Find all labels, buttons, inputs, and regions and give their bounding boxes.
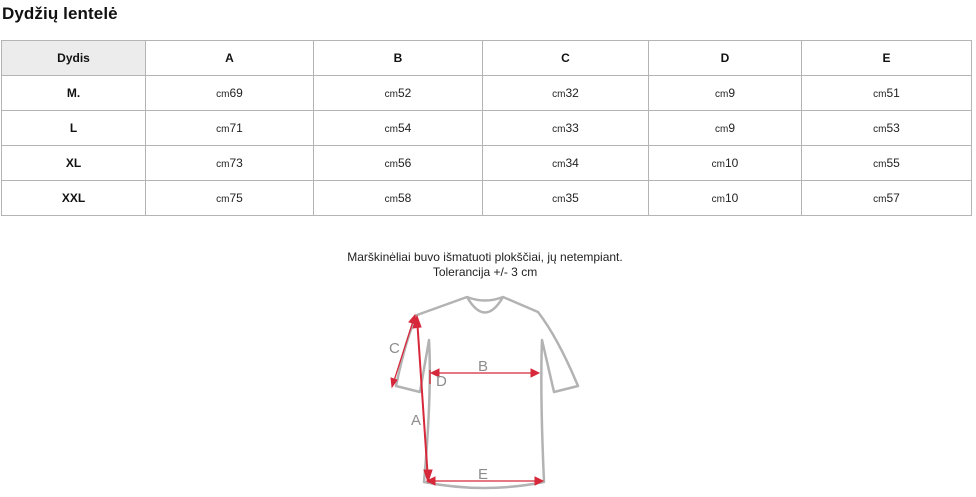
header-cell-e: E (802, 41, 972, 76)
measurement-value: 55 (886, 156, 900, 170)
measurement-cell (802, 146, 972, 181)
unit-label: cm (714, 89, 729, 100)
measurement-value: 58 (397, 191, 412, 205)
measurement-cell (649, 181, 802, 216)
unit-label: cm (384, 124, 398, 135)
size-chart-table (1, 40, 972, 216)
measurement-cell (146, 111, 314, 146)
measurement-cell (802, 111, 972, 146)
measurement-labels (389, 340, 488, 483)
measurement-value: 52 (397, 86, 412, 100)
measurement-value: 56 (397, 156, 412, 170)
unit-label: cm (714, 124, 729, 135)
measurement-cell (483, 76, 649, 111)
measurement-value: 10 (724, 191, 739, 205)
measurement-value: 9 (728, 86, 736, 100)
size-label-cell: M. (2, 76, 146, 111)
measurement-value: 10 (724, 156, 739, 170)
unit-label: cm (552, 124, 566, 135)
measurement-cell (146, 146, 314, 181)
measurement-cell (146, 76, 314, 111)
arrow-b-head-right (531, 369, 539, 377)
unit-label: cm (873, 124, 887, 135)
note-line-tolerance: Tolerancija +/- 3 cm (432, 265, 538, 279)
measurement-value: 73 (229, 156, 243, 170)
label-b: B (478, 358, 489, 375)
table-row (2, 111, 972, 146)
header-cell-size: Dydis (2, 41, 146, 76)
label-e: E (478, 466, 489, 483)
measurement-cell (649, 76, 802, 111)
measurement-cell (649, 111, 802, 146)
unit-label: cm (216, 89, 230, 100)
label-a: A (411, 412, 422, 429)
measurement-value: 75 (229, 191, 243, 205)
unit-label: cm (552, 194, 566, 205)
measurement-arrows (391, 315, 543, 485)
label-d: D (436, 373, 447, 390)
note-line-flat: Marškinėliai buvo išmatuoti plokščiai, jų netempiant. (347, 250, 623, 264)
measurement-cell (314, 146, 483, 181)
measurement-value: 69 (229, 86, 243, 100)
unit-label: cm (873, 89, 887, 100)
unit-label: cm (873, 194, 887, 205)
unit-label: cm (711, 194, 725, 205)
unit-label: cm (216, 159, 230, 170)
header-cell-a: A (146, 41, 314, 76)
table-row (2, 76, 972, 111)
measurement-cell (483, 146, 649, 181)
tshirt-outline (396, 297, 578, 488)
arrow-a (417, 318, 428, 480)
arrow-c-head-top (409, 315, 416, 324)
measurement-note (0, 250, 970, 280)
measurement-cell (802, 76, 972, 111)
unit-label: cm (552, 159, 566, 170)
measurement-value: 33 (565, 121, 579, 135)
tshirt-measurement-diagram (370, 282, 590, 494)
table-row (2, 181, 972, 216)
unit-label: cm (384, 194, 398, 205)
measurement-cell (314, 181, 483, 216)
table-row (2, 146, 972, 181)
measurement-value: 53 (886, 121, 900, 135)
measurement-value: 57 (886, 191, 900, 205)
page-title: Dydžių lentelė (2, 4, 118, 23)
size-label-cell: XL (2, 146, 146, 181)
measurement-value: 9 (728, 121, 736, 135)
measurement-value: 51 (886, 86, 900, 100)
size-label-cell: L (2, 111, 146, 146)
measurement-value: 35 (565, 191, 579, 205)
size-label-cell: XXL (2, 181, 146, 216)
measurement-cell (649, 146, 802, 181)
measurement-cell (314, 76, 483, 111)
header-cell-b: B (314, 41, 483, 76)
measurement-cell (314, 111, 483, 146)
measurement-value: 54 (397, 121, 412, 135)
unit-label: cm (384, 89, 398, 100)
unit-label: cm (216, 124, 230, 135)
unit-label: cm (873, 159, 887, 170)
measurement-cell (483, 111, 649, 146)
tshirt-body-outline (396, 297, 578, 488)
measurement-cell (146, 181, 314, 216)
header-cell-c: C (483, 41, 649, 76)
measurement-cell (802, 181, 972, 216)
measurement-value: 71 (229, 121, 243, 135)
unit-label: cm (216, 194, 230, 205)
label-c: C (389, 340, 400, 357)
unit-label: cm (384, 159, 398, 170)
measurement-value: 34 (565, 156, 579, 170)
unit-label: cm (552, 89, 566, 100)
header-cell-d: D (649, 41, 802, 76)
header-row (2, 41, 972, 76)
measurement-value: 32 (565, 86, 579, 100)
unit-label: cm (711, 159, 725, 170)
measurement-cell (483, 181, 649, 216)
